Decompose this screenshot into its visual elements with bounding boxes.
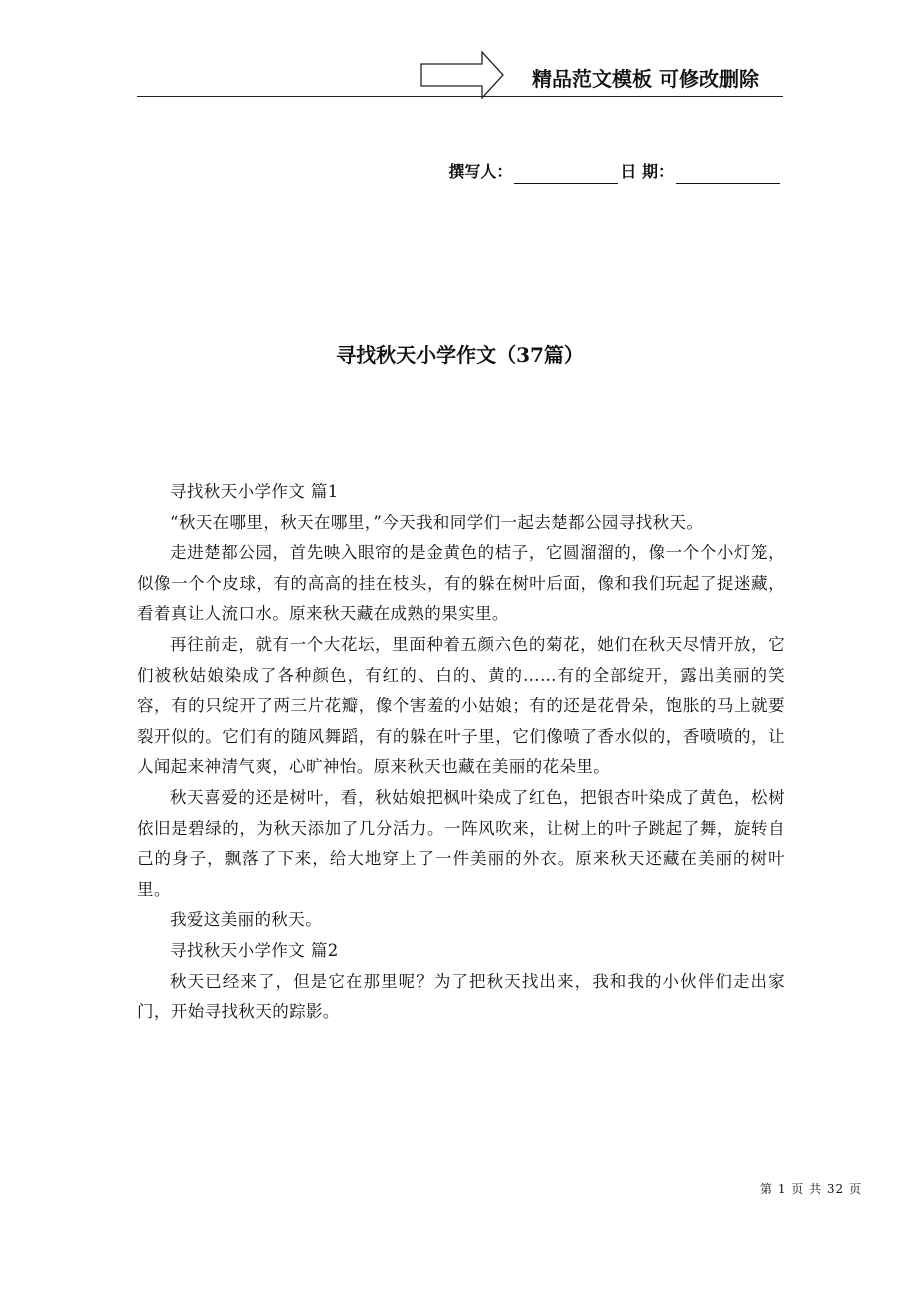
date-blank-field[interactable]: [676, 165, 780, 184]
header-title: 精品范文模板 可修改删除: [532, 67, 759, 91]
paragraph: 走进楚都公园，首先映入眼帘的是金黄色的桔子，它圆溜溜的，像一个个小灯笼，似像一个个皮球，有的高高的挂在枝头，有的躲在树叶后面，像和我们玩起了捉迷藏，看着真让人流口水。原来秋天藏在成熟的果实里。: [137, 543, 785, 624]
document-title: 寻找秋天小学作文（37篇）: [336, 343, 584, 367]
author-blank-field[interactable]: [514, 165, 618, 184]
date-label: 日 期：: [620, 162, 674, 181]
author-label: 撰写人：: [448, 162, 513, 181]
paragraph: 我爱这美丽的秋天。: [170, 910, 323, 930]
section-heading: 寻找秋天小学作文 篇1: [170, 482, 339, 501]
section-heading: 寻找秋天小学作文 篇2: [170, 940, 339, 960]
author-date-line: [448, 160, 782, 184]
page-number-footer: 第 1 页 共 32 页: [760, 1182, 862, 1196]
paragraph: 再往前走，就有一个大花坛，里面种着五颜六色的菊花，她们在秋天尽情开放，它们被秋姑娘染成了各种颜色，有红的、白的、黄的……有的全部绽开，露出美丽的笑容，有的只绽开了两三片花瓣，像个害羞的小姑娘；有的还是花骨朵，饱胀的马上就要裂开似的。它们有的随风舞蹈，有的躲在叶子里，它们像喷了香水似的，香喷喷的，让人闻起来神清气爽，心旷神怡。原来秋天也藏在美丽的花朵里。: [137, 634, 785, 777]
document-body: [137, 477, 785, 1028]
paragraph: 秋天喜爱的还是树叶，看，秋姑娘把枫叶染成了红色，把银杏叶染成了黄色，松树依旧是碧绿的，为秋天添加了几分活力。一阵风吹来，让树上的叶子跳起了舞，旋转自己的身子，飘落了下来，给大地穿上了一件美丽的外衣。原来秋天还藏在美丽的树叶里。: [137, 787, 785, 899]
paragraph: 秋天已经来了，但是它在那里呢？为了把秋天找出来，我和我的小伙伴们走出家门，开始寻找秋天的踪影。: [137, 971, 785, 1022]
paragraph: “秋天在哪里，秋天在哪里，”今天我和同学们一起去楚都公园寻找秋天。: [170, 512, 704, 532]
arrow-icon: [420, 50, 504, 100]
header-divider: [137, 96, 783, 97]
